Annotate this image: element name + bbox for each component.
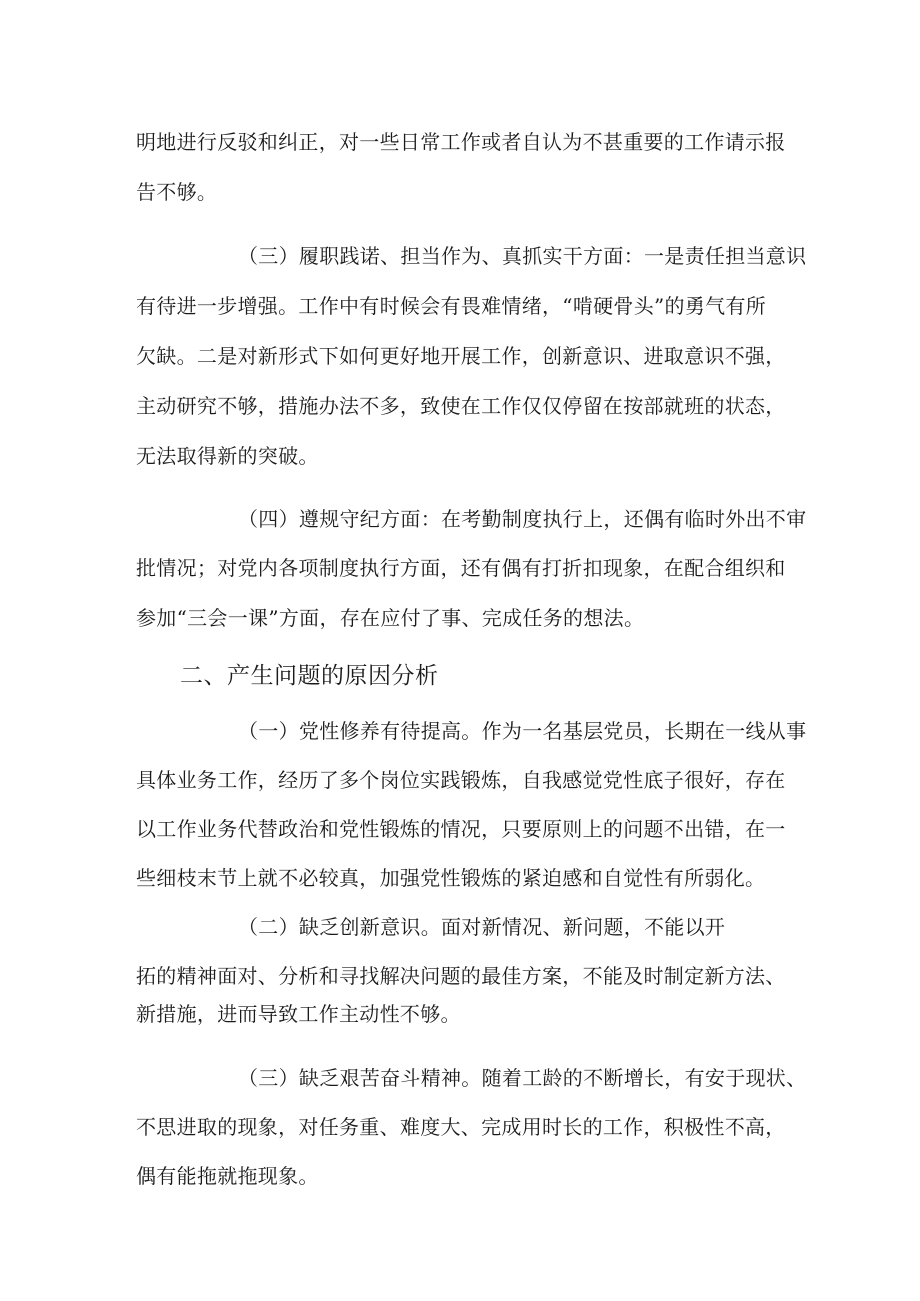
paragraph-line: 告不够。 xyxy=(136,180,218,204)
paragraph-line: 欠缺。二是对新形式下如何更好地开展工作，创新意识、进取意识不强， xyxy=(136,344,786,368)
paragraph-line: （三）履职践诺、担当作为、真抓实干方面：一是责任担当意识 xyxy=(238,244,807,268)
paragraph-line: 偶有能拖就拖现象。 xyxy=(136,1164,319,1188)
paragraph-line: 具体业务工作，经历了多个岗位实践锻炼，自我感觉党性底子很好，存在 xyxy=(136,768,786,792)
paragraph-line: 有待进一步增强。工作中有时候会有畏难情绪，“啃硬骨头”的勇气有所 xyxy=(136,294,767,318)
section-heading: 二、产生问题的原因分析 xyxy=(180,663,439,689)
paragraph-line: 无法取得新的突破。 xyxy=(136,444,319,468)
paragraph-line: 参加“三会一课”方面，存在应付了事、完成任务的想法。 xyxy=(136,606,645,630)
paragraph-line: 以工作业务代替政治和党性锻炼的情况，只要原则上的问题不出错，在一 xyxy=(136,817,786,841)
paragraph-line: 明地进行反驳和纠正，对一些日常工作或者自认为不甚重要的工作请示报 xyxy=(136,130,786,154)
paragraph-line: （一）党性修养有待提高。作为一名基层党员，长期在一线从事 xyxy=(238,719,807,743)
paragraph-line: 主动研究不够，措施办法不多，致使在工作仅仅停留在按部就班的状态， xyxy=(136,394,786,418)
paragraph-line: 不思进取的现象，对任务重、难度大、完成用时长的工作，积极性不高， xyxy=(136,1115,786,1139)
paragraph-line: （二）缺乏创新意识。面对新情况、新问题，不能以开 xyxy=(238,915,726,939)
paragraph-line: （四）遵规守纪方面：在考勤制度执行上，还偶有临时外出不审 xyxy=(238,507,807,531)
paragraph-line: 拓的精神面对、分析和寻找解决问题的最佳方案，不能及时制定新方法、 xyxy=(136,964,786,988)
paragraph-line: 批情况；对党内各项制度执行方面，还有偶有打折扣现象，在配合组织和 xyxy=(136,556,786,580)
paragraph-line: （三）缺乏艰苦奋斗精神。随着工龄的不断增长，有安于现状、 xyxy=(238,1066,807,1090)
paragraph-line: 些细枝末节上就不必较真，加强党性锻炼的紧迫感和自觉性有所弱化。 xyxy=(136,866,766,890)
paragraph-line: 新措施，进而导致工作主动性不够。 xyxy=(136,1002,461,1026)
